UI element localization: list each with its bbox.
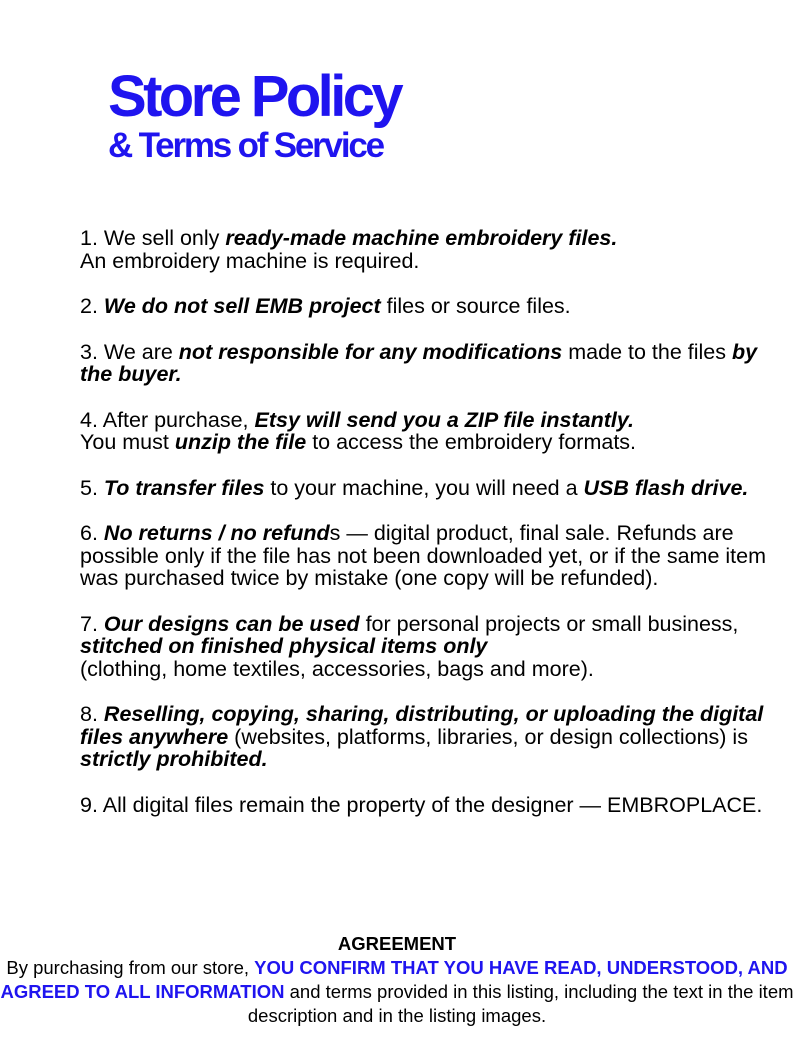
term-item-5	[80, 477, 780, 500]
term-text: files or source files.	[380, 294, 571, 318]
term-text: to access the embroidery formats.	[306, 430, 637, 454]
agreement-title: AGREEMENT	[337, 933, 457, 954]
term-number: 4.	[80, 407, 98, 432]
term-item-8	[80, 703, 780, 771]
agreement-tail: and terms provided in this listing, including the text in the item description and in the listing images.	[247, 981, 794, 1026]
term-emphasis: USB flash drive.	[583, 475, 749, 500]
term-text: for personal projects or small business,	[359, 611, 739, 636]
title-subtitle: & Terms of Service	[108, 126, 383, 165]
term-number: 9.	[80, 792, 98, 817]
term-text: After purchase,	[97, 407, 255, 432]
term-number: 1.	[80, 226, 98, 250]
term-item-1	[80, 227, 780, 272]
terms-list	[80, 227, 780, 839]
term-emphasis: To transfer files	[103, 475, 265, 500]
term-text: (clothing, home textiles, accessories, bags and more).	[80, 656, 594, 681]
term-emphasis: not responsible for any modifications	[178, 339, 563, 364]
term-text: We sell only	[97, 226, 226, 250]
term-number: 2.	[80, 294, 98, 318]
term-text: made to the files	[562, 339, 732, 364]
term-number: 8.	[80, 702, 98, 726]
term-emphasis: strictly prohibited.	[80, 747, 268, 771]
agreement-section	[0, 932, 794, 1028]
term-number: 6.	[80, 521, 98, 545]
term-emphasis: Reselling, copying, sharing, distributing, or uploading the digital files anywhere	[80, 702, 764, 749]
term-emphasis: Etsy will send you a ZIP file instantly.	[254, 407, 635, 432]
agreement-lead: By purchasing from our store,	[6, 957, 255, 978]
term-item-7	[80, 613, 780, 681]
term-text: An embroidery machine is required.	[80, 248, 420, 273]
term-item-6	[80, 522, 780, 590]
term-item-2	[80, 295, 780, 318]
term-emphasis: stitched on finished physical items only	[80, 634, 488, 658]
term-number: 7.	[80, 611, 98, 636]
title-main: Store Policy	[108, 64, 401, 129]
term-item-4	[80, 409, 780, 454]
term-emphasis: We do not sell EMB project	[103, 294, 381, 318]
page-title	[108, 64, 401, 165]
term-text: We are	[97, 339, 179, 364]
agreement-highlight: YOU CONFIRM THAT YOU HAVE READ, UNDERSTOOD, AND AGREED TO ALL INFORMATION	[0, 957, 788, 1002]
term-number: 5.	[80, 475, 98, 500]
term-emphasis: No returns / no refund	[103, 521, 330, 545]
term-emphasis: Our designs can be used	[103, 611, 360, 636]
term-emphasis: unzip the file	[174, 430, 307, 454]
term-item-3	[80, 341, 780, 386]
term-text: to your machine, you will need a	[264, 475, 584, 500]
term-emphasis: by the buyer.	[80, 339, 758, 386]
term-text: You must	[80, 430, 175, 454]
term-text: (websites, platforms, libraries, or design collections) is	[228, 724, 748, 749]
term-text: All digital files remain the property of the designer — EMBROPLACE.	[97, 792, 763, 817]
term-text: s — digital product, final sale. Refunds are possible only if the file has not been downloaded yet, or if the same item was purchased twice by mistake (one copy will be refunded).	[80, 521, 767, 590]
term-emphasis: ready-made machine embroidery files.	[225, 226, 618, 250]
term-item-9	[80, 794, 780, 817]
term-number: 3.	[80, 339, 98, 364]
